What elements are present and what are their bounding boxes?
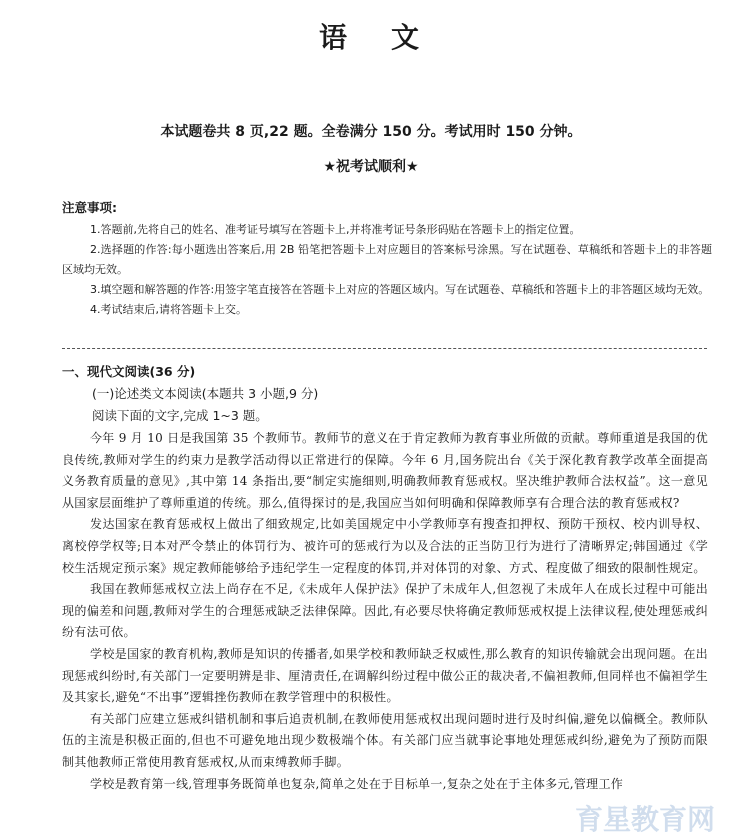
passage-paragraph: 今年 9 月 10 日是我国第 35 个教师节。教师节的意义在于肯定教师为教育事业所做的贡献。尊师重道是我国的优良传统,教师对学生的约束力是教学活动得以正常进行的保障。今年 6 月,国务院出台《关于深化教育教学改革全面提高义务教育质量的意见》,其中第 14 条指出,要“制定实施细则,明确教师教育惩戒权。坚决维护教师合法权益”。这一意见从国家层面维护了尊师重道的传统。那么,值得探讨的是,我国应当如何明确和保障教师享有合理合法的教育惩戒权? (62, 431, 708, 510)
watermark: 育星教育网 (575, 803, 716, 836)
title-char-2: 文 (391, 21, 424, 54)
notes-heading: 注意事项: (62, 200, 117, 215)
section-title: 一、现代文阅读(36 分) (62, 364, 196, 379)
reading-instruction: 阅读下面的文字,完成 1~3 题。 (92, 408, 268, 423)
note-item: 4.考试结束后,请将答题卡上交。 (90, 303, 247, 316)
notes-block (62, 198, 712, 320)
exam-info: 本试题卷共 8 页,22 题。全卷满分 150 分。考试用时 150 分钟。 (160, 124, 582, 140)
passage-paragraph: 有关部门应建立惩戒纠错机制和事后追责机制,在教师使用惩戒权出现问题时进行及时纠偏,避免以偏概全。教师队伍的主流是积极正面的,但也不可避免地出现少数极端个体。有关部门应当就事论事地处理惩戒纠纷,避免为了预防而限制其他教师正常使用教育惩戒权,从而束缚教师手脚。 (62, 711, 708, 769)
page-title (0, 16, 742, 56)
passage-paragraph: 学校是教育第一线,管理事务既简单也复杂,简单之处在于目标单一,复杂之处在于主体多元,管理工作 (90, 776, 624, 791)
section-divider (62, 348, 707, 349)
note-item: 2.选择题的作答:每小题选出答案后,用 2B 铅笔把答题卡上对应题目的答案标号涂黑。写在试题卷、草稿纸和答题卡上的非答题区域均无效。 (62, 243, 712, 276)
exam-wish: ★祝考试顺利★ (323, 159, 419, 175)
passage-paragraph: 发达国家在教育惩戒权上做出了细致规定,比如美国规定中小学教师享有搜查扣押权、预防干预权、校内训导权、离校停学权等;日本对严令禁止的体罚行为、被许可的惩戒行为以及合法的正当防卫行为进行了清晰界定;韩国通过《学校生活规定预示案》规定教师能够给予违纪学生一定程度的体罚,并对体罚的对象、方式、程度做了细致的限制性规定。 (62, 517, 708, 575)
passage-paragraph: 我国在教师惩戒权立法上尚存在不足,《未成年人保护法》保护了未成年人,但忽视了未成年人在成长过程中可能出现的偏差和问题,教师对学生的合理惩戒缺乏法律保障。因此,有必要尽快将确定教师惩戒权提上法律议程,使处理惩戒纠纷有法可依。 (62, 582, 708, 640)
reading-passage (62, 428, 708, 795)
passage-paragraph: 学校是国家的教育机构,教师是知识的传播者,如果学校和教师缺乏权威性,那么教育的知识传输就会出现问题。在出现惩戒纠纷时,有关部门一定要明辨是非、厘清责任,在调解纠纷过程中做公正的裁决者,不偏袒教师,但同样也不偏袒学生及其家长,避免“不出事”逻辑挫伤教师在教学管理中的积极性。 (62, 646, 708, 705)
note-item: 1.答题前,先将自己的姓名、准考证号填写在答题卡上,并将准考证号条形码贴在答题卡上的指定位置。 (90, 223, 581, 236)
title-char-1: 语 (318, 21, 351, 54)
note-item: 3.填空题和解答题的作答:用签字笔直接答在答题卡上对应的答题区域内。写在试题卷、草稿纸和答题卡上的非答题区域均无效。 (90, 283, 710, 296)
subsection-title: (一)论述类文本阅读(本题共 3 小题,9 分) (92, 386, 319, 401)
